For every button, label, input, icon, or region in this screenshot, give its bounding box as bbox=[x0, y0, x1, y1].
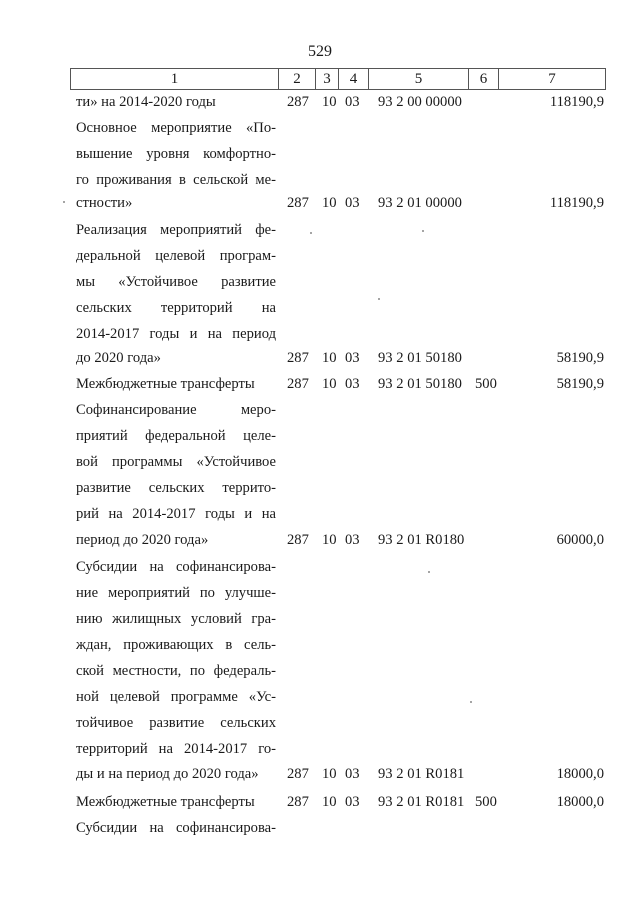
cell-col-4: 03 bbox=[345, 350, 360, 366]
cell-col-4: 03 bbox=[345, 94, 360, 110]
cell-col-2: 287 bbox=[287, 376, 309, 392]
row-text-line: территорий на 2014-2017 го- bbox=[76, 741, 276, 757]
row-text-line: 2014-2017 годы и на период bbox=[76, 326, 276, 342]
cell-col-3: 10 bbox=[322, 794, 337, 810]
cell-col-4: 03 bbox=[345, 376, 360, 392]
cell-col-2: 287 bbox=[287, 350, 309, 366]
row-text-line: вышение уровня комфортно- bbox=[76, 146, 276, 162]
scan-speck bbox=[428, 571, 430, 573]
row-text-line: ной целевой программе «Ус- bbox=[76, 689, 276, 705]
row-text-line: Реализация мероприятий фе- bbox=[76, 222, 276, 238]
cell-col-2: 287 bbox=[287, 794, 309, 810]
cell-col-7: 58190,9 bbox=[556, 350, 604, 366]
row-text-line: вой программы «Устойчивое bbox=[76, 454, 276, 470]
row-text-line: ды и на период до 2020 года» bbox=[76, 766, 259, 782]
row-text-line: го проживания в сельской ме- bbox=[76, 172, 276, 188]
scan-speck bbox=[470, 701, 472, 703]
header-col-2: 2 bbox=[279, 69, 316, 89]
cell-col-5: 93 2 01 00000 bbox=[378, 195, 462, 211]
cell-col-4: 03 bbox=[345, 532, 360, 548]
row-text-line: Субсидии на софинансирова- bbox=[76, 559, 276, 575]
row-text-line: период до 2020 года» bbox=[76, 532, 209, 548]
row-text-line: Софинансирование меро- bbox=[76, 402, 276, 418]
scan-speck bbox=[310, 232, 312, 234]
header-col-7: 7 bbox=[548, 71, 556, 87]
row-text-line: приятий федеральной целе- bbox=[76, 428, 276, 444]
header-col-3: 3 bbox=[316, 69, 339, 89]
cell-col-3: 10 bbox=[322, 195, 337, 211]
page-number: 529 bbox=[308, 43, 332, 60]
row-text-line: деральной целевой програм- bbox=[76, 248, 276, 264]
row-text-line: мы «Устойчивое развитие bbox=[76, 274, 276, 290]
cell-col-7: 18000,0 bbox=[556, 766, 604, 782]
header-col-4: 4 bbox=[339, 69, 369, 89]
cell-col-3: 10 bbox=[322, 94, 337, 110]
cell-col-7: 118190,9 bbox=[549, 195, 604, 211]
row-text-line: до 2020 года» bbox=[76, 350, 161, 366]
scan-speck bbox=[378, 298, 380, 300]
cell-col-3: 10 bbox=[322, 766, 337, 782]
cell-col-5: 93 2 01 50180 bbox=[378, 376, 462, 392]
table-header-row bbox=[70, 68, 606, 90]
cell-col-2: 287 bbox=[287, 94, 309, 110]
cell-col-5: 93 2 01 R0181 bbox=[378, 766, 465, 782]
row-text-line: ждан, проживающих в сель- bbox=[76, 637, 276, 653]
cell-col-7: 18000,0 bbox=[556, 794, 604, 810]
row-text-line: ской местности, по федераль- bbox=[76, 663, 276, 679]
row-text-line: рий на 2014-2017 годы и на bbox=[76, 506, 276, 522]
row-text-line: сельских территорий на bbox=[76, 300, 276, 316]
cell-col-5: 93 2 01 50180 bbox=[378, 350, 462, 366]
cell-col-7: 58190,9 bbox=[556, 376, 604, 392]
row-text-line: нию жилищных условий гра- bbox=[76, 611, 276, 627]
cell-col-4: 03 bbox=[345, 794, 360, 810]
cell-col-3: 10 bbox=[322, 350, 337, 366]
row-text-line: тойчивое развитие сельских bbox=[76, 715, 276, 731]
row-text-line: Основное мероприятие «По- bbox=[76, 120, 276, 136]
header-col-6: 6 bbox=[469, 69, 499, 89]
scan-speck bbox=[422, 230, 424, 232]
row-text-line: развитие сельских террито- bbox=[76, 480, 276, 496]
header-col-5: 5 bbox=[369, 69, 469, 89]
cell-col-2: 287 bbox=[287, 532, 309, 548]
row-text-line: Субсидии на софинансирова- bbox=[76, 820, 276, 836]
scan-speck bbox=[63, 201, 65, 203]
cell-col-5: 93 2 00 00000 bbox=[378, 94, 462, 110]
cell-col-3: 10 bbox=[322, 532, 337, 548]
row-text-line: Межбюджетные трансферты bbox=[76, 376, 255, 392]
row-text-line: ти» на 2014-2020 годы bbox=[76, 94, 216, 110]
cell-col-2: 287 bbox=[287, 195, 309, 211]
row-text-line: стности» bbox=[76, 195, 133, 211]
cell-col-5: 93 2 01 R0180 bbox=[378, 532, 465, 548]
cell-col-7: 118190,9 bbox=[549, 94, 604, 110]
cell-col-5: 93 2 01 R0181 bbox=[378, 794, 465, 810]
cell-col-2: 287 bbox=[287, 766, 309, 782]
cell-col-6: 500 bbox=[475, 794, 497, 810]
header-col-1: 1 bbox=[71, 69, 279, 89]
row-text-line: Межбюджетные трансферты bbox=[76, 794, 255, 810]
cell-col-7: 60000,0 bbox=[556, 532, 604, 548]
cell-col-3: 10 bbox=[322, 376, 337, 392]
row-text-line: ние мероприятий по улучше- bbox=[76, 585, 276, 601]
cell-col-4: 03 bbox=[345, 195, 360, 211]
cell-col-6: 500 bbox=[475, 376, 497, 392]
cell-col-4: 03 bbox=[345, 766, 360, 782]
